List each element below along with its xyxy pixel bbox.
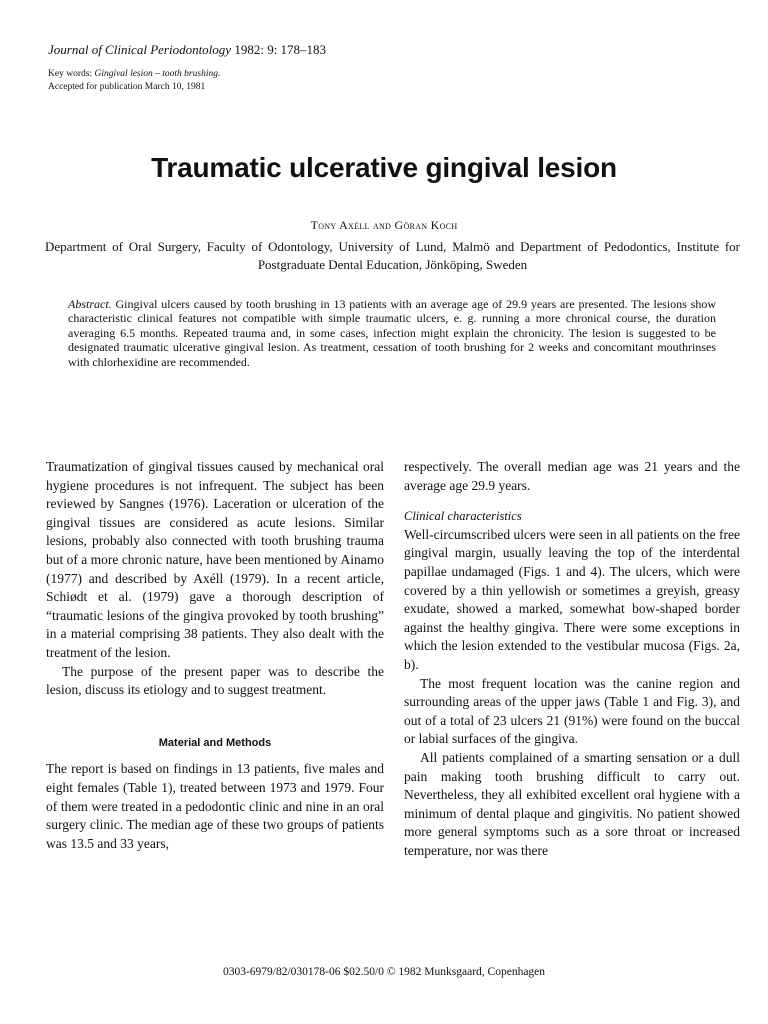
article-header — [48, 42, 326, 94]
section-heading-methods: Material and Methods — [158, 736, 272, 749]
body-column-left — [46, 458, 384, 853]
body-paragraph: The report is based on findings in 13 patients, five males and eight females (Table 1), treated between 1973 and 1979. Four of them were treated in a pedodontic clinic and nine in an oral surgery clinic. The median age of these two groups of patients was 13.5 and 33 years, — [46, 761, 384, 851]
body-paragraph: Traumatization of gingival tissues caused by mechanical oral hygiene procedures is not infrequent. The subject has been reviewed by Sangnes (1976). Laceration or ulceration of the gingival tissues are considered as acute lesions. Similar lesions, probably also connected with tooth brushing trauma but of a more chronic nature, have been mentioned by Ainamo (1977) and described by Axéll (1979). In a recent article, Schiødt et al. (1979) gave a thorough description of “traumatic lesions of the gingiva provoked by tooth brushing” in a material comprising 38 patients. They also dealt with the treatment of the lesion. — [46, 459, 384, 660]
body-paragraph: Well-circumscribed ulcers were seen in all patients on the free gingival margin, usually leaving the top of the interdental papillae undamaged (Figs. 1 and 4). The ulcers, which were covered by a thin yellowish or sometimes a greyish, greasy exudate, showed a marked, somewhat bow-shaped border against the healthy gingiva. There were some exceptions in which the lesion extended to the vestibular mucosa (Figs. 2a, b). — [404, 526, 740, 672]
body-column-right — [404, 458, 740, 860]
author-list: Tony Axéll and Göran Koch — [310, 218, 458, 232]
keywords-label: Key words: — [48, 69, 93, 79]
body-paragraph: respectively. The overall median age was 21 years and the average age 29.9 years. — [404, 459, 740, 493]
affiliation: Department of Oral Surgery, Faculty of Odontology, University of Lund, Malmö and Department of Pedodontics, Institute for Postgraduate Dental Education, Jönköping, Sweden — [45, 239, 740, 272]
keywords-value: Gingival lesion – tooth brushing. — [94, 69, 221, 79]
body-paragraph: All patients complained of a smarting sensation or a dull pain making tooth brushing difficult to carry out. Nevertheless, they all exhibited excellent oral hygiene with a minimum of dental plaque and gingivitis. No patient showed more general symptoms such as a sore throat or increased temperature, nor was there — [404, 749, 740, 858]
copyright-footer: 0303-6979/82/030178-06 $02.50/0 © 1982 Munksgaard, Copenhagen — [222, 966, 546, 978]
abstract-text: Gingival ulcers caused by tooth brushing in 13 patients with an average age of 29.9 years are presented. The lesions show characteristic clinical features not compatible with simple traumatic ulcers, e. g. running a more chronical course, the duration averaging 6.5 months. Repeated trauma and, in some cases, infection might explain the chronicity. The lesion is suggested to be designated traumatic ulcerative gingival lesion. As treatment, cessation of tooth brushing for 2 weeks and concomitant mouthrinses with chlorhexidine are recommended. — [68, 297, 716, 369]
keywords-line — [48, 68, 326, 81]
accepted-date: Accepted for publication March 10, 1981 — [48, 82, 206, 92]
journal-name: Journal of Clinical Periodontology — [48, 42, 232, 57]
subsection-heading-clinical: Clinical characteristics — [404, 509, 522, 524]
abstract — [68, 297, 716, 369]
body-paragraph: The purpose of the present paper was to describe the lesion, discuss its etiology and to suggest treatment. — [46, 663, 384, 698]
journal-citation — [48, 42, 326, 58]
abstract-label: Abstract. — [68, 297, 112, 311]
journal-volume-pages: 1982: 9: 178–183 — [234, 42, 327, 57]
article-title: Traumatic ulcerative gingival lesion — [151, 152, 617, 183]
body-paragraph: The most frequent location was the canine region and surrounding areas of the upper jaws (Table 1 and Fig. 3), and out of a total of 23 ulcers 21 (91%) were found on the buccal or labial surfaces of the gingiva. — [404, 675, 740, 747]
